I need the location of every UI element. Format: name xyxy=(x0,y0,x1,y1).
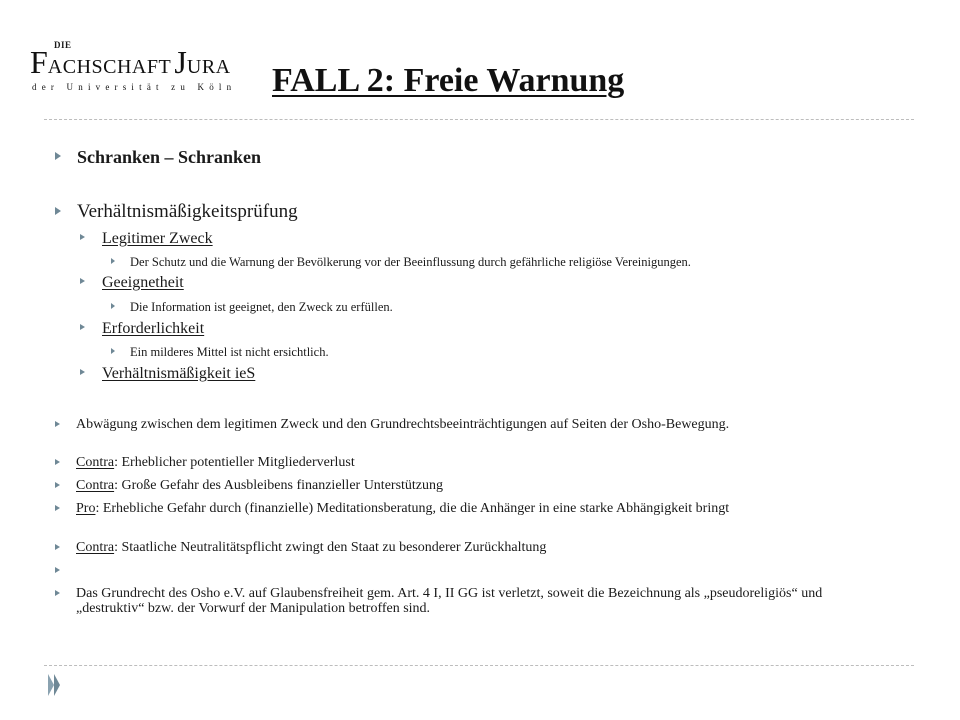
bullet-schranken: Schranken – Schranken xyxy=(55,146,855,168)
triangle-bullet-icon xyxy=(111,303,115,309)
triangle-bullet-icon xyxy=(55,207,61,215)
triangle-bullet-icon xyxy=(80,234,85,240)
triangle-bullet-icon xyxy=(55,544,60,550)
triangle-bullet-icon xyxy=(55,505,60,511)
bullet-erforderlich-text: Ein milderes Mittel ist nicht ersichtlich. xyxy=(111,344,911,360)
triangle-bullet-icon xyxy=(55,567,60,573)
bullet-pro: Pro: Erhebliche Gefahr durch (finanzielle) Meditationsberatung, die die Anhänger in eine starke Abhängigkeit bringt xyxy=(55,501,845,516)
triangle-bullet-icon xyxy=(55,482,60,488)
triangle-bullet-icon xyxy=(80,278,85,284)
logo-subtitle: der Universität zu Köln xyxy=(32,82,237,92)
slide-title: FALL 2: Freie Warnung xyxy=(272,62,625,99)
triangle-bullet-icon xyxy=(55,590,60,596)
bullet-legitimer-zweck: Legitimer Zweck xyxy=(80,229,880,249)
top-divider xyxy=(44,119,914,120)
bullet-conclusion: Das Grundrecht des Osho e.V. auf Glaubensfreiheit gem. Art. 4 I, II GG ist verletzt, soweit die Bezeichnung als „pseudoreligiös“ und „destruktiv“ bzw. der Vorwurf der Manipulation betroffen sind. xyxy=(55,586,845,616)
bullet-contra-2: Contra: Große Gefahr des Ausbleibens finanzieller Unterstützung xyxy=(55,478,855,493)
bullet-geeignetheit: Geeignetheit xyxy=(80,273,880,293)
triangle-bullet-icon xyxy=(111,258,115,264)
bullet-geeignet-text: Die Information ist geeignet, den Zweck zu erfüllen. xyxy=(111,299,911,315)
fachschaft-logo xyxy=(30,40,237,94)
bottom-divider xyxy=(44,665,914,666)
bullet-contra-3: Contra: Staatliche Neutralitätspflicht zwingt den Staat zu besonderer Zurückhaltung xyxy=(55,540,855,555)
bullet-verhaeltnismaessigkeit-ies: Verhältnismäßigkeit ieS xyxy=(80,364,880,384)
logo-wordmark: FACHSCHAFT JURA xyxy=(30,44,231,80)
bullet-abwaegung: Abwägung zwischen dem legitimen Zweck und den Grundrechtsbeeinträchtigungen auf Seiten der Osho-Bewegung. xyxy=(55,417,835,432)
bullet-empty xyxy=(55,563,855,573)
triangle-bullet-icon xyxy=(80,369,85,375)
double-chevron-icon[interactable] xyxy=(48,674,60,698)
triangle-bullet-icon xyxy=(80,324,85,330)
triangle-bullet-icon xyxy=(111,348,115,354)
triangle-bullet-icon xyxy=(55,421,60,427)
triangle-bullet-icon xyxy=(55,459,60,465)
bullet-zweck-text: Der Schutz und die Warnung der Bevölkerung vor der Beeinflussung durch gefährliche religiöse Vereinigungen. xyxy=(111,254,911,270)
bullet-erforderlichkeit: Erforderlichkeit xyxy=(80,319,880,339)
logo-die: DIE xyxy=(54,40,72,50)
bullet-contra-1: Contra: Erheblicher potentieller Mitgliederverlust xyxy=(55,455,855,470)
triangle-bullet-icon xyxy=(55,152,61,160)
bullet-verhaeltnismaessigkeit: Verhältnismäßigkeitsprüfung xyxy=(55,201,855,223)
